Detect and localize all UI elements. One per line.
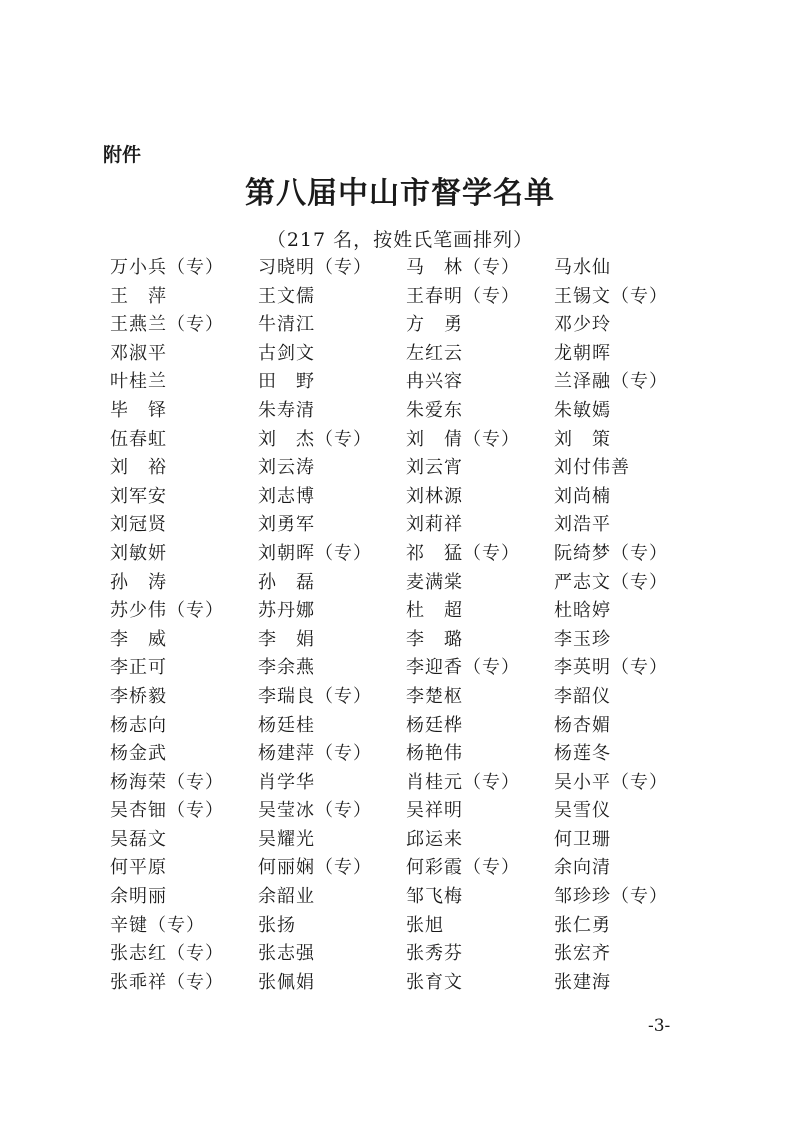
name-entry: 刘军安 — [110, 485, 167, 507]
name-entry: 刘尚楠 — [554, 485, 611, 507]
name-entry: 苏少伟（专） — [110, 600, 224, 622]
name-entry: 邹珍珍（专） — [554, 886, 668, 908]
name-entry: 苏丹娜 — [258, 600, 315, 622]
name-entry: 邓少玲 — [554, 314, 611, 336]
attachment-label: 附件 — [103, 144, 142, 166]
name-entry: 刘朝晖（专） — [258, 542, 372, 564]
name-entry: 牛清江 — [258, 314, 315, 336]
name-entry: 何平原 — [110, 857, 167, 879]
name-entry: 朱寿清 — [258, 399, 315, 421]
name-entry: 刘云宵 — [406, 457, 463, 479]
name-entry: 左红云 — [406, 342, 463, 364]
name-entry: 余向清 — [554, 857, 611, 879]
name-entry: 龙朝晖 — [554, 342, 611, 364]
name-entry: 张扬 — [258, 914, 296, 936]
name-entry: 吴耀光 — [258, 828, 315, 850]
name-entry: 刘云涛 — [258, 457, 315, 479]
name-entry: 兰泽融（专） — [554, 371, 668, 393]
name-entry: 肖学华 — [258, 771, 315, 793]
name-entry: 麦满棠 — [406, 571, 463, 593]
name-entry: 刘林源 — [406, 485, 463, 507]
name-entry: 刘 倩（专） — [406, 428, 520, 450]
name-entry: 邓淑平 — [110, 342, 167, 364]
name-entry: 李玉珍 — [554, 628, 611, 650]
name-entry: 刘付伟善 — [554, 457, 630, 479]
name-entry: 王 萍 — [110, 285, 167, 307]
name-entry: 张建海 — [554, 971, 611, 993]
name-entry: 杨海荣（专） — [110, 771, 224, 793]
name-entry: 刘敏妍 — [110, 542, 167, 564]
name-entry: 田 野 — [258, 371, 315, 393]
name-entry: 李韶仪 — [554, 685, 611, 707]
name-entry: 张秀芬 — [406, 943, 463, 965]
name-entry: 严志文（专） — [554, 571, 668, 593]
page-number: -3- — [648, 1016, 671, 1036]
name-entry: 吴磊文 — [110, 828, 167, 850]
name-entry: 李桥毅 — [110, 685, 167, 707]
name-entry: 李楚枢 — [406, 685, 463, 707]
name-entry: 杨建萍（专） — [258, 743, 372, 765]
name-entry: 王文儒 — [258, 285, 315, 307]
name-entry: 伍春虹 — [110, 428, 167, 450]
name-entry: 叶桂兰 — [110, 371, 167, 393]
name-entry: 余韶业 — [258, 886, 315, 908]
name-entry: 杜晗婷 — [554, 600, 611, 622]
name-entry: 刘 杰（专） — [258, 428, 372, 450]
name-entry: 刘勇军 — [258, 514, 315, 536]
name-entry: 习晓明（专） — [258, 257, 372, 278]
name-entry: 毕 铎 — [110, 399, 167, 421]
name-entry: 祁 猛（专） — [406, 542, 520, 564]
name-entry: 张佩娟 — [258, 971, 315, 993]
name-entry: 吴杏钿（专） — [110, 800, 224, 822]
name-entry: 刘志博 — [258, 485, 315, 507]
name-entry: 张宏齐 — [554, 943, 611, 965]
name-entry: 王锡文（专） — [554, 285, 668, 307]
name-entry: 方 勇 — [406, 314, 463, 336]
name-entry: 张育文 — [406, 971, 463, 993]
name-entry: 杨志向 — [110, 714, 167, 736]
name-entry: 阮绮梦（专） — [554, 542, 668, 564]
name-entry: 李瑞良（专） — [258, 685, 372, 707]
name-entry: 王春明（专） — [406, 285, 520, 307]
name-entry: 杨廷桦 — [406, 714, 463, 736]
name-entry: 杨莲冬 — [554, 743, 611, 765]
name-entry: 杨金武 — [110, 743, 167, 765]
name-entry: 吴小平（专） — [554, 771, 668, 793]
name-entry: 孙 涛 — [110, 571, 167, 593]
name-entry: 杨艳伟 — [406, 743, 463, 765]
name-entry: 余明丽 — [110, 886, 167, 908]
name-entry: 张仁勇 — [554, 914, 611, 936]
name-entry: 邹飞梅 — [406, 886, 463, 908]
name-entry: 张志强 — [258, 943, 315, 965]
name-entry: 冉兴容 — [406, 371, 463, 393]
name-entry: 李英明（专） — [554, 657, 668, 679]
name-entry: 李迎香（专） — [406, 657, 520, 679]
name-entry: 刘冠贤 — [110, 514, 167, 536]
name-entry: 朱敏嫣 — [554, 399, 611, 421]
name-entry: 邱运来 — [406, 828, 463, 850]
name-entry: 王燕兰（专） — [110, 314, 224, 336]
name-entry: 古剑文 — [258, 342, 315, 364]
name-entry: 何丽娴（专） — [258, 857, 372, 879]
name-entry: 吴莹冰（专） — [258, 800, 372, 822]
name-entry: 何卫珊 — [554, 828, 611, 850]
page-subtitle: （217 名，按姓氏笔画排列） — [266, 229, 534, 251]
page-title: 第八届中山市督学名单 — [245, 176, 555, 211]
name-entry: 马 林（专） — [406, 257, 520, 278]
name-entry: 马水仙 — [554, 257, 611, 278]
name-entry: 杜 超 — [406, 600, 463, 622]
names-list — [110, 254, 710, 997]
name-entry: 杨杏媚 — [554, 714, 611, 736]
name-entry: 李 威 — [110, 628, 167, 650]
name-entry: 李余燕 — [258, 657, 315, 679]
name-entry: 李 娟 — [258, 628, 315, 650]
name-entry: 刘浩平 — [554, 514, 611, 536]
name-entry: 刘 裕 — [110, 457, 167, 479]
name-entry: 何彩霞（专） — [406, 857, 520, 879]
name-entry: 李正可 — [110, 657, 167, 679]
name-entry: 杨廷桂 — [258, 714, 315, 736]
name-entry: 辛键（专） — [110, 914, 205, 936]
name-entry: 刘 策 — [554, 428, 611, 450]
name-entry: 李 璐 — [406, 628, 463, 650]
name-entry: 孙 磊 — [258, 571, 315, 593]
name-entry: 肖桂元（专） — [406, 771, 520, 793]
name-entry: 万小兵（专） — [110, 257, 224, 278]
name-entry: 张乖祥（专） — [110, 971, 224, 993]
name-entry: 吴雪仪 — [554, 800, 611, 822]
name-entry: 张旭 — [406, 914, 444, 936]
name-entry: 吴祥明 — [406, 800, 463, 822]
name-entry: 刘莉祥 — [406, 514, 463, 536]
name-entry: 张志红（专） — [110, 943, 224, 965]
name-entry: 朱爱东 — [406, 399, 463, 421]
